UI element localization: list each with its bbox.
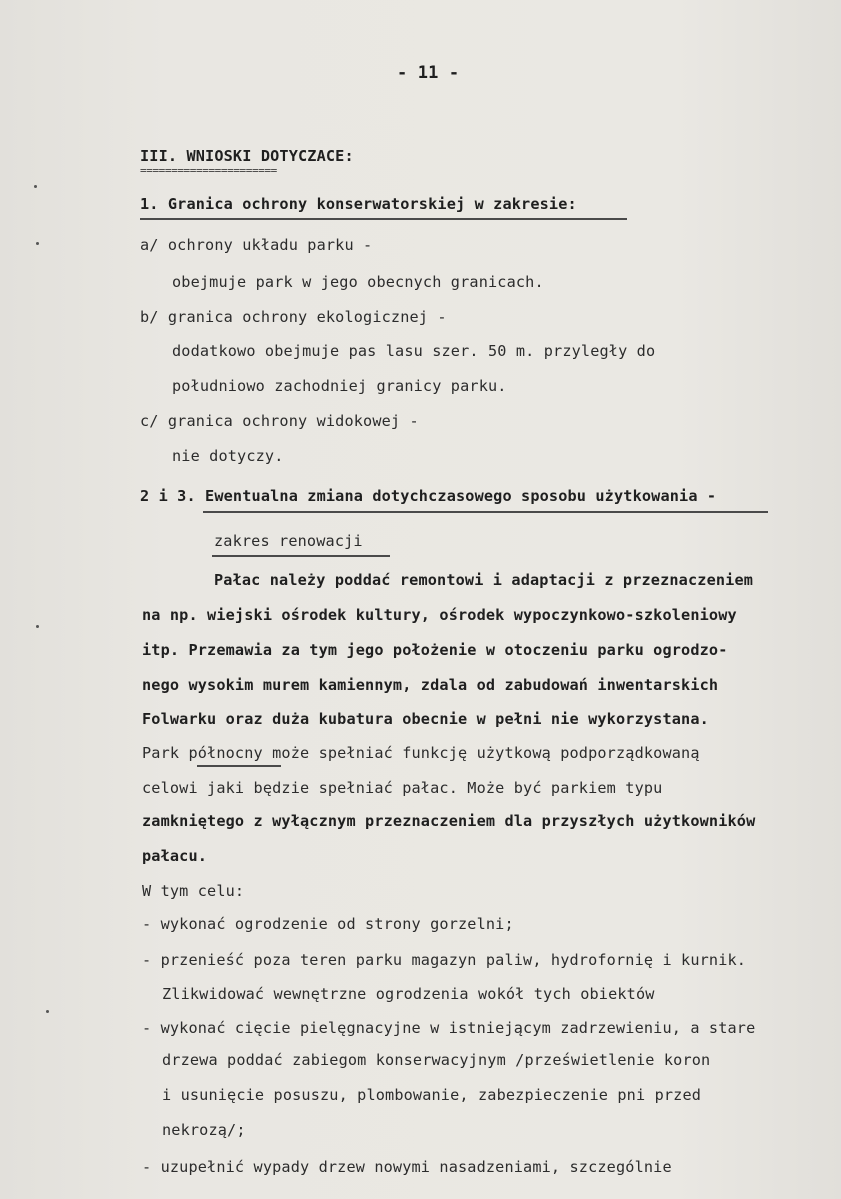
point-1c-label: c/ granica ochrony widokowej - <box>140 412 419 430</box>
list-item-continuation: nekrozą/; <box>162 1121 246 1139</box>
list-item: - przenieść poza teren parku magazyn paliw, hydrofornię i kurnik. <box>142 951 747 969</box>
body-line: itp. Przemawia za tym jego położenie w otoczeniu parku ogrodzo- <box>142 641 728 659</box>
point-2-3-heading: 2 i 3. Ewentualna zmiana dotychczasowego sposobu użytkowania - <box>140 487 717 505</box>
polnocny-underline <box>197 765 281 767</box>
point-2-3-underline <box>203 511 768 513</box>
point-1-underline <box>140 218 627 220</box>
body-line: Pałac należy poddać remontowi i adaptacji z przeznaczeniem <box>214 571 754 589</box>
body-line: celowi jaki będzie spełniać pałac. Może być parkiem typu <box>142 779 663 797</box>
point-2-3-subheading: zakres renowacji <box>214 532 363 550</box>
section-heading-underline: ====================== <box>140 166 277 176</box>
list-item-continuation: drzewa poddać zabiegom konserwacyjnym /prześwietlenie koron <box>162 1051 711 1069</box>
point-1a-text: obejmuje park w jego obecnych granicach. <box>172 273 544 291</box>
list-item: - wykonać cięcie pielęgnacyjne w istniejącym zadrzewieniu, a stare <box>142 1019 756 1037</box>
body-line: W tym celu: <box>142 882 245 900</box>
body-line: zamkniętego z wyłącznym przeznaczeniem dla przyszłych użytkowników <box>142 812 756 830</box>
point-1b-text-2: południowo zachodniej granicy parku. <box>172 377 507 395</box>
body-line: nego wysokim murem kamiennym, zdala od zabudowań inwentarskich <box>142 676 719 694</box>
point-1b-text-1: dodatkowo obejmuje pas lasu szer. 50 m. przyległy do <box>172 342 656 360</box>
section-heading: III. WNIOSKI DOTYCZACE: <box>140 147 354 165</box>
page-number: - 11 - <box>397 63 460 83</box>
list-item: - wykonać ogrodzenie od strony gorzelni; <box>142 915 514 933</box>
body-line: Folwarku oraz duża kubatura obecnie w pełni nie wykorzystana. <box>142 710 709 728</box>
body-line: pałacu. <box>142 847 208 865</box>
point-1c-text: nie dotyczy. <box>172 447 284 465</box>
point-1-heading: 1. Granica ochrony konserwatorskiej w zakresie: <box>140 195 577 213</box>
scan-speck <box>36 242 39 245</box>
list-item-continuation: i usunięcie posuszu, plombowanie, zabezpieczenie pni przed <box>162 1086 702 1104</box>
body-line: na np. wiejski ośrodek kultury, ośrodek wypoczynkowo-szkoleniowy <box>142 606 737 624</box>
list-item: - uzupełnić wypady drzew nowymi nasadzeniami, szczególnie <box>142 1158 672 1176</box>
point-1a-label: a/ ochrony układu parku - <box>140 236 373 254</box>
point-1b-label: b/ granica ochrony ekologicznej - <box>140 308 447 326</box>
point-2-3-subheading-underline <box>212 555 390 557</box>
list-item-continuation: Zlikwidować wewnętrzne ogrodzenia wokół tych obiektów <box>162 985 655 1003</box>
scan-speck <box>46 1010 49 1013</box>
scan-speck <box>36 625 39 628</box>
body-line: Park północny może spełniać funkcję użytkową podporządkowaną <box>142 744 700 762</box>
scan-speck <box>34 185 37 188</box>
